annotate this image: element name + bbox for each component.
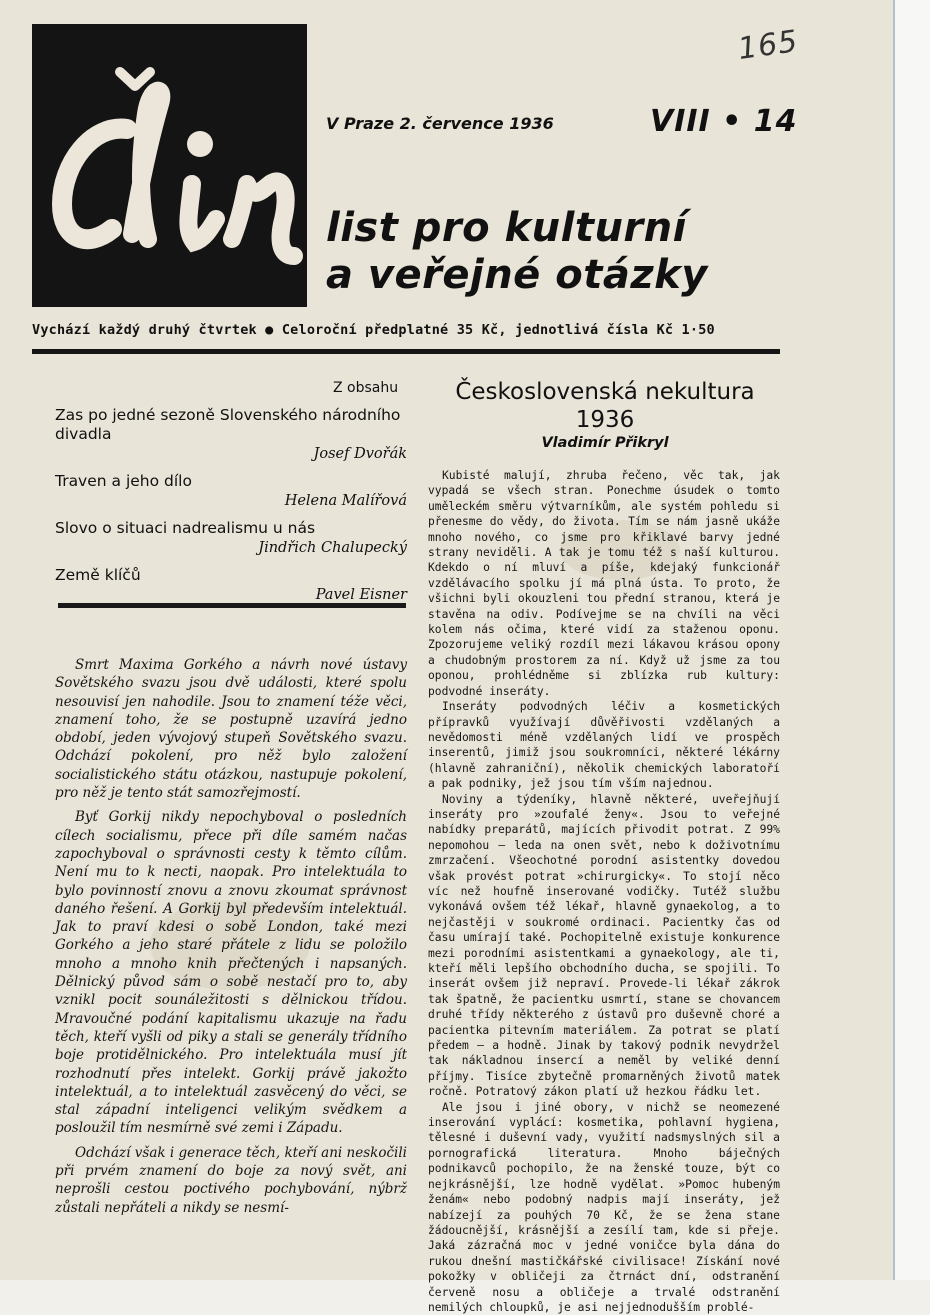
handwritten-note: 165: [735, 23, 801, 68]
toc-item: [55, 472, 407, 511]
toc-author: Helena Malířová: [284, 493, 407, 509]
table-of-contents: [55, 406, 407, 613]
article-paragraph: Smrt Maxima Gorkého a návrh nové ústavy Sovětského svazu jsou dvě události, které spolu nesouvisí jen nahodile. Jsou to znamení téže věci, znamení toho, že se postupně uzavírá jedno období, jeden vývojový stupeň Sovětského svazu. Odchází pokolení, pro něž bylo založení socialistického státu otázkou, nastupuje pokolení, pro něž je tento stát samozřejmostí.: [55, 657, 407, 802]
toc-item: [55, 566, 407, 605]
main-article-title: Československá nekultura 1936: [455, 379, 755, 433]
toc-item: [55, 519, 407, 558]
toc-item: [55, 406, 407, 464]
article-paragraph: Odchází však i generace těch, kteří ani neskočili při prvém znamení do boje za nový svět, ani neprošli cestou poctivého pochybování, nýbrž zůstali nepřáteli a nikdy se nesmí-: [55, 1144, 407, 1216]
logo-lettering-icon: [32, 24, 307, 307]
subtitle-line-2: a veřejné otázky: [326, 252, 708, 298]
masthead-logo: [32, 24, 307, 307]
subscription-line: Vychází každý druhý čtvrtek ● Celoroční předplatné 35 Kč, jednotlivá čísla Kč 1·50: [32, 322, 715, 338]
scan-margin: [895, 0, 930, 1280]
article-paragraph: Kubisté malují, zhruba řečeno, věc tak, jak vypadá se všech stran. Ponechme úsudek o tomto uměleckém směru výtvarníkům, ale systém pohledu si přenesme do vědy, do života. Tím se nám jasně ukáže mnoho nového, co jsme pro křiklavé barvy jedné strany neviděli. A tak je tomu též s naší kulturou. Kdekdo o ní mluví a píše, kdejaký funkcionář vzdělávacího spolku jí má plná ústa. To proto, že všichni byli okouzleni tou přední stranou, která je stavěna na odiv. Podívejme se na chvíli na věci kolem nás očima, které vidí za staženou oponu. Zpozorujeme veliký rozdíl mezi lákavou krásou opony a chudobným prostorem za ní. Když už jsme za tou oponou, prohlédněme si zblízka rub kultury: podvodné inseráty.: [428, 469, 780, 698]
toc-author: Jindřich Chalupecký: [258, 540, 407, 556]
main-article-body: [428, 468, 780, 1315]
contents-heading: Z obsahu: [333, 380, 399, 396]
subtitle-line-1: list pro kulturní: [326, 205, 687, 251]
toc-title: Traven a jeho dílo: [55, 472, 192, 490]
article-paragraph: Inseráty podvodných léčiv a kosmetických přípravků využívají důvěřivosti vzdělaných a nevědomosti méně vzdělaných lidí ve prospěch inserentů, jimiž jsou soukromníci, některé lékárny (hlavně zahraniční), několik chemických laboratoří a pak podniky, jež jsou tím vším najednou.: [428, 700, 780, 791]
article-paragraph: Ale jsou i jiné obory, v nichž se neomezené inserování vyplácí: kosmetika, pohlavní hygiena, tělesné i duševní vady, využití nadsmyslných sil a pornografická literatura. Mnoho báječných podnikavců pochopilo, že na ženské touze, být co nejkrásnější, lze hodně vydělat. »Pomoc hubeným ženám« nebo podobný nadpis mají inseráty, jež nabízejí za pouhých 70 Kč, že se žena stane žádoucnější, krásnější a zesílí tam, kde si přeje. Jaká zázračná moc v jedné voničce byla dána do rukou dnešní mastičkářské civilisace! Získání nové pokožky v obličeji za čtrnáct dní, odstranění červeně nosu a obličeje a trvalé odstranění nemilých chloupků, je asi nejjednodušším problé-: [428, 1100, 780, 1314]
issue-number: VIII • 14: [650, 104, 798, 139]
masthead-subtitle: [326, 205, 708, 299]
editorial-article: [55, 656, 407, 1223]
dateline: V Praze 2. července 1936: [326, 114, 554, 133]
toc-author: Josef Dvořák: [313, 446, 407, 462]
toc-title: Země klíčů: [55, 566, 141, 584]
header-rule: [32, 349, 780, 354]
article-paragraph: Byť Gorkij nikdy nepochyboval o posledních cílech socialismu, přece při díle samém načas zapochyboval o správnosti cesty k těmto cílům. Není mu to k necti, naopak. Pro intelektuála to bylo povinností znovu a znovu zkoumat správnost daného řešení. A Gorkij byl především intelektuál. Jak to praví kdesi o sobě London, také mezi Gorkého a jeho staré přátele z lidu se položilo mnoho a mnoho knih přečtených i napsaných. Dělnický původ sám o sobě nestačí pro to, aby vznikl pocit sounáležitosti s dělnickou třídou. Mravoučné podání kapitalismu ukazuje na řadu těch, kteří vyšli od piky a stali se generály třídního boje protidělnického. Pro intelektuála musí jít rozhodnutí přes intelekt. Gorkij právě jakožto intelektuál, a to intelektuál zasvěcený do věci, se stal západní inteligenci velikým svědkem a posloužil tím nesmírně své zemi i Západu.: [55, 809, 407, 1137]
main-article-author: Vladimír Přikryl: [541, 435, 669, 451]
toc-title: Zas po jedné sezoně Slovenského národního divadla: [55, 406, 401, 443]
toc-author: Pavel Eisner: [315, 587, 407, 603]
toc-title: Slovo o situaci nadrealismu u nás: [55, 519, 316, 537]
article-paragraph: Noviny a týdeníky, hlavně některé, uveřejňují inseráty pro »zoufalé ženy«. Jsou to veřejné nabídky preparátů, majících přivodit potrat. Z 99% nepomohou — leda na onen svět, nebo k doživotnímu zmrzačení. Všeochotné porodní asistentky dovedou však provést potrat »chirurgicky«. To stojí něco víc než houfně inserované vodičky. Tutéž službu vykonává ovšem též lékař, hlavně gynaekolog, a to nejčastěji v soukromé ordinaci. Pacientky čas od času umírají také. Pochopitelně existuje konkurence mezi porodními asistentkami a gynaekology, ale ti, kteří měli lepšího obchodního ducha, se spojili. To inserát ovšem již nepraví. Provede-li lékař zákrok tak špatně, že pacientku usmrtí, stane se chovancem druhé třídy některého z ústavů pro duševně choré a pacientka pitevním materiálem. Za potrat se platí předem — a hodně. Jinak by takový podnik nevydržel tak nákladnou insercí a neměl by veliké denní příjmy. Tisíce zbytečně promarněných životů matek ročně. Potratový zákon platí už hezkou řádku let.: [428, 792, 780, 1099]
contents-rule: [58, 603, 406, 608]
